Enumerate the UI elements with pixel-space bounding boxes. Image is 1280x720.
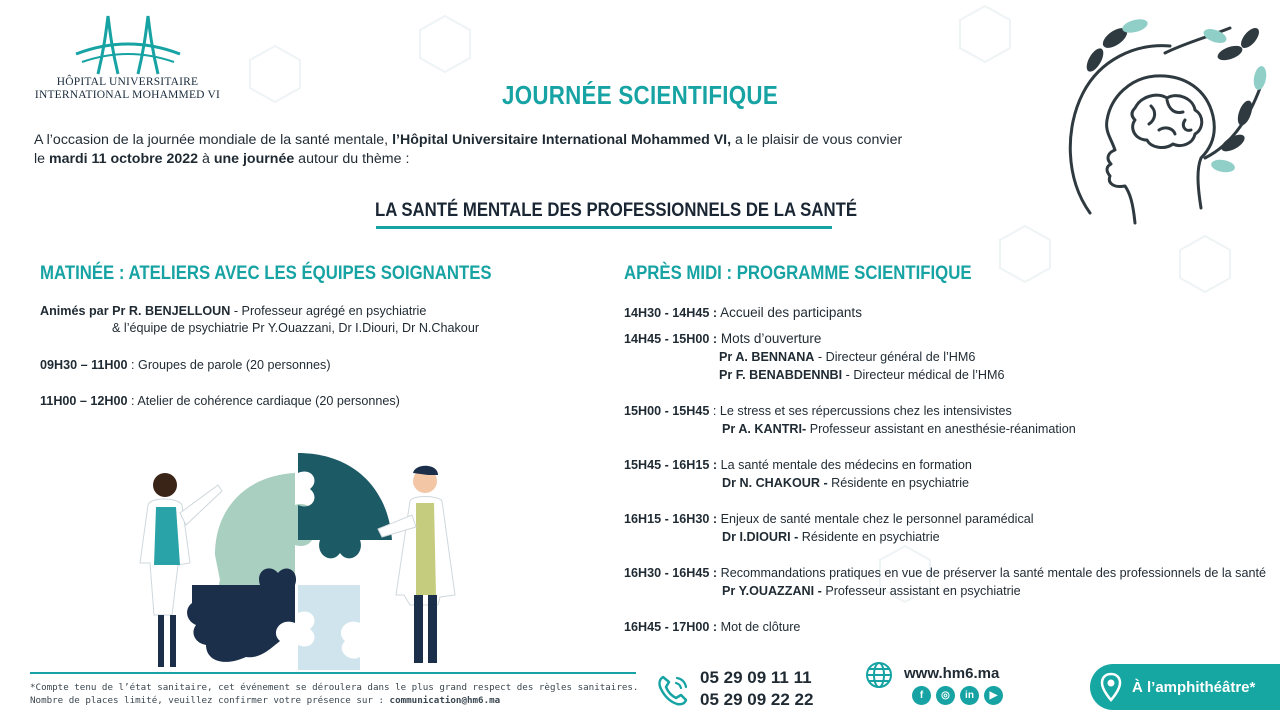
- website-link[interactable]: www.hm6.ma: [904, 665, 1000, 682]
- intro-text-1: A l’occasion de la journée mondiale de la santé mentale,: [34, 132, 393, 148]
- intro-line-1: [34, 131, 1054, 150]
- note-line-1: *Compte tenu de l’état sanitaire, cet événement se déroulera dans le plus grand respect des règles sanitaires.: [30, 682, 639, 693]
- program-item: [624, 304, 1274, 322]
- phone-number-1[interactable]: 05 29 09 11 11: [700, 668, 812, 687]
- intro-text-2: a le plaisir de vous convier: [731, 132, 903, 148]
- speaker-line: [624, 420, 1274, 438]
- program-row: [624, 618, 1274, 636]
- speaker-role: Professeur assistant en psychiatrie: [821, 584, 1021, 598]
- speaker-role: Professeur assistant en anesthésie-réanimation: [806, 422, 1076, 436]
- program-item: [624, 402, 1274, 438]
- program-item: [624, 564, 1274, 600]
- program-item: [624, 618, 1274, 636]
- phone-numbers: [700, 667, 813, 711]
- footer-note: [30, 681, 638, 707]
- speaker-line: [624, 474, 1274, 492]
- contact-email[interactable]: communication@hm6.ma: [389, 695, 501, 706]
- man-figure: [378, 466, 455, 663]
- location-pin-icon: [1100, 672, 1122, 702]
- program-time: 15H45 - 16H15 :: [624, 458, 718, 472]
- afternoon-program: [624, 304, 1274, 636]
- program-desc: Recommandations pratiques en vue de préserver la santé mentale des professionnels de la santé: [717, 566, 1266, 580]
- globe-icon: [864, 660, 894, 690]
- program-time: 15H00 - 15H45: [624, 404, 710, 418]
- speaker-line: [624, 582, 1274, 600]
- program-desc: Mot de clôture: [717, 620, 801, 634]
- session-time: 11H00 – 12H00: [40, 394, 128, 408]
- morning-session-1: [40, 357, 580, 374]
- intro-text-5: autour du thème :: [294, 151, 410, 167]
- venue-badge: [1090, 664, 1280, 710]
- speaker-name: Dr I.DIOURI -: [722, 530, 799, 544]
- page-title: JOURNÉE SCIENTIFIQUE: [501, 80, 779, 110]
- speaker-name: Pr Y.OUAZZANI -: [722, 584, 822, 598]
- intro-event: une journée: [213, 151, 295, 167]
- speaker-name: Pr A. KANTRI-: [722, 422, 807, 436]
- animator-name: Animés par Pr R. BENJELLOUN: [40, 304, 231, 318]
- morning-heading: MATINÉE : ATELIERS AVEC LES ÉQUIPES SOIGNANTES: [40, 262, 492, 284]
- program-desc: : Le stress et ses répercussions chez les intensivistes: [709, 404, 1012, 418]
- program-desc: La santé mentale des médecins en formation: [717, 458, 972, 472]
- program-time: 16H45 - 17H00 :: [624, 620, 718, 634]
- program-row: [624, 330, 1274, 348]
- program-time: 14H30 - 14H45 :: [624, 306, 718, 320]
- program-row: [624, 402, 1274, 420]
- speaker-line: [624, 348, 1274, 366]
- note-line-2-text: Nombre de places limité, veuillez confirmer votre présence sur :: [30, 695, 390, 706]
- session-time: 09H30 – 11H00: [40, 358, 128, 372]
- logo-line-1: HÔPITAL UNIVERSITAIRE: [56, 76, 199, 88]
- phone-number-2[interactable]: 05 29 09 22 22: [700, 690, 814, 709]
- speaker-line: [624, 366, 1274, 384]
- morning-section: [40, 303, 580, 410]
- program-time: 16H30 - 16H45 :: [624, 566, 718, 580]
- intro-text-3: le: [34, 151, 49, 167]
- social-icons: [912, 686, 1003, 705]
- venue-text: À l’amphithéâtre*: [1132, 678, 1256, 696]
- theme-underline: [376, 226, 832, 229]
- team-line: & l’équipe de psychiatrie Pr Y.Ouazzani, Dr I.Diouri, Dr N.Chakour: [112, 321, 480, 335]
- program-time: 16H15 - 16H30 :: [624, 512, 718, 526]
- program-item: [624, 456, 1274, 492]
- program-desc: Enjeux de santé mentale chez le personnel paramédical: [717, 512, 1034, 526]
- program-row: [624, 564, 1274, 582]
- intro-text-4: à: [198, 151, 214, 167]
- intro-paragraph: [34, 131, 1054, 169]
- program-row: [624, 456, 1274, 474]
- phone-icon: [655, 672, 691, 708]
- linkedin-icon[interactable]: in: [960, 686, 979, 705]
- puzzle-team-illustration: [120, 445, 480, 670]
- intro-date: mardi 11 octobre 2022: [48, 151, 199, 167]
- morning-session-2: [40, 393, 580, 410]
- program-desc: Accueil des participants: [717, 305, 862, 320]
- speaker-role: - Directeur médical de l’HM6: [842, 368, 1005, 382]
- animator-role: - Professeur agrégé en psychiatrie: [230, 304, 427, 318]
- speaker-role: Résidente en psychiatrie: [827, 476, 970, 490]
- afternoon-heading: APRÈS MIDI : PROGRAMME SCIENTIFIQUE: [624, 262, 972, 284]
- instagram-icon[interactable]: ◎: [936, 686, 955, 705]
- speaker-role: Résidente en psychiatrie: [798, 530, 940, 544]
- program-row: [624, 304, 1274, 322]
- footer-divider: [30, 672, 636, 674]
- intro-line-2: [34, 150, 1054, 169]
- program-item: [624, 330, 1274, 384]
- facebook-icon[interactable]: f: [912, 686, 931, 705]
- hospital-logo-icon: [68, 14, 188, 76]
- session-desc: : Atelier de cohérence cardiaque (20 personnes): [127, 394, 400, 408]
- program-time: 14H45 - 15H00 :: [624, 332, 718, 346]
- session-desc: : Groupes de parole (20 personnes): [127, 358, 331, 372]
- theme-title: LA SANTÉ MENTALE DES PROFESSIONNELS DE LA SANTÉ: [374, 199, 858, 221]
- animator-line: [40, 303, 580, 320]
- speaker-role: - Directeur général de l’HM6: [814, 350, 976, 364]
- program-row: [624, 510, 1274, 528]
- speaker-line: [624, 528, 1274, 546]
- speaker-name: Pr F. BENABDENNBI: [719, 368, 843, 382]
- logo-line-2: INTERNATIONAL MOHAMMED VI: [34, 89, 221, 101]
- program-item: [624, 510, 1274, 546]
- note-line-2: [30, 694, 638, 707]
- speaker-name: Pr A. BENNANA: [719, 350, 815, 364]
- youtube-icon[interactable]: ▶: [984, 686, 1003, 705]
- intro-hospital-name: l’Hôpital Universitaire International Mohammed VI,: [392, 132, 732, 148]
- program-desc: Mots d’ouverture: [717, 331, 822, 346]
- speaker-name: Dr N. CHAKOUR -: [722, 476, 828, 490]
